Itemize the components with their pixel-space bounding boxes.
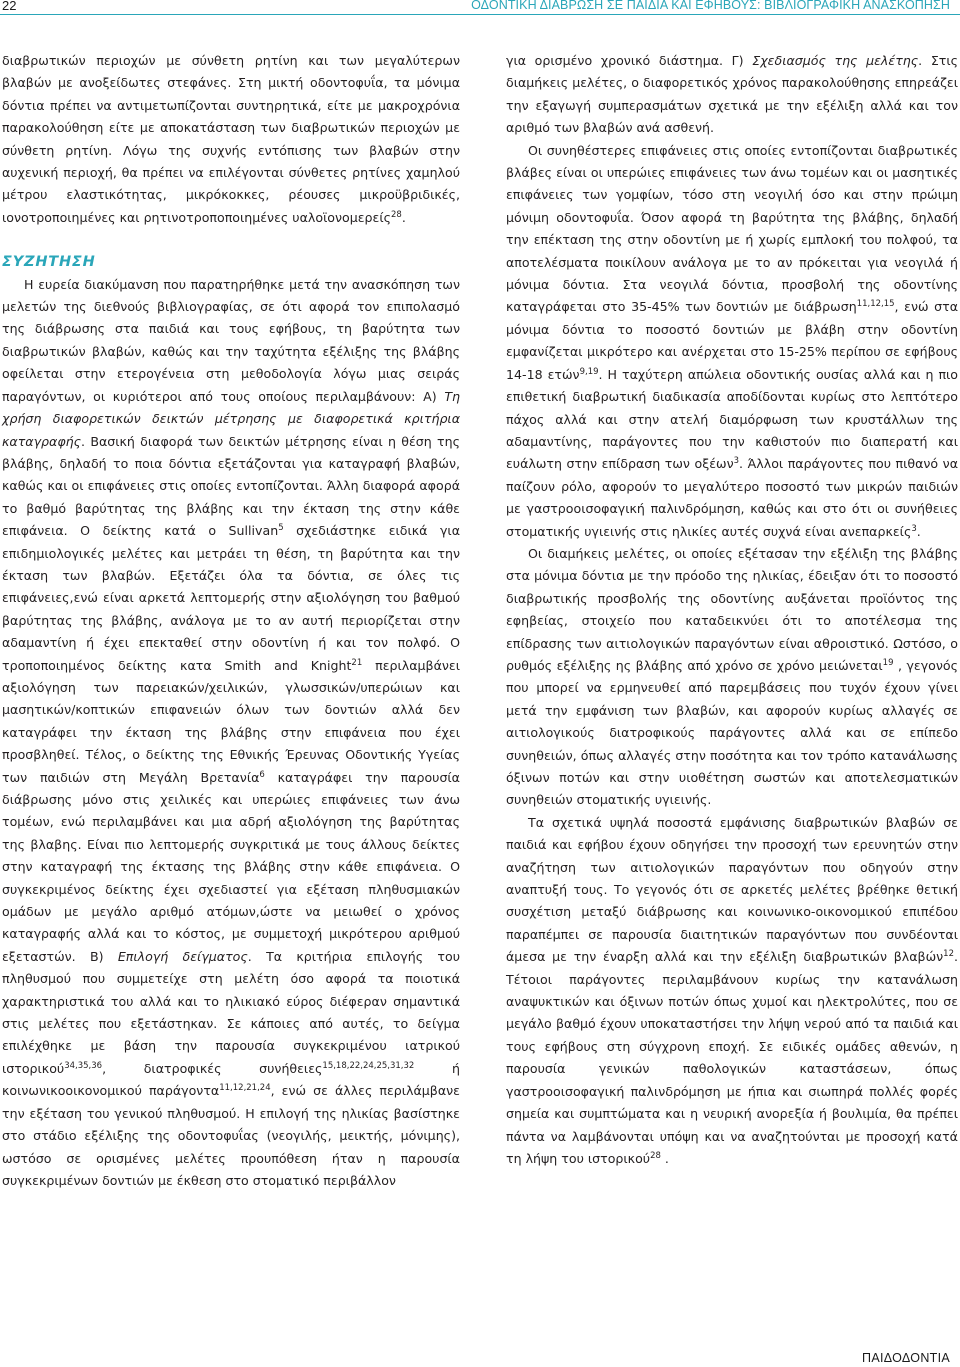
text: διαβρωτικών περιοχών με σύνθετη ρητίνη και των μεγαλύτερων βλαβών με ανοξείδωτες στεφάνες. Στη μικτή οδοντοφυΐα, τα μόνιμα δόντια πρέπει να αντιμετωπίζονται συντηρητικά, είτε με μακροχρόνια παρακολούθηση είτε με αποκατάσταση των διαβρωτικών περιοχών με σύνθετη ρητίνη. Λόγω της συχνής εντόπισης των βλαβών στην αυχενική περιοχή, θα πρέπει να επιλέγονται σύνθετες ρητίνες χαμηλού μέτρου ελαστικότητας, μικρόκοκκες, ρέουσες μικροϋβριδικές, ιονοτροποιημένες και ρητινοτροποποιημένες υαλοϊονομερείς <box>2 53 460 225</box>
paragraph <box>506 812 958 1171</box>
citation: 3 <box>733 456 740 467</box>
text: . Βασική διαφορά των δεικτών μέτρησης είναι η θέση της βλάβης, δηλαδή το ποια δόντια εξετάζονται για καταγραφή βλαβών, καθώς και οι επιφάνειες στις οποίες εντοπίζονται. Άλλη διαφορά αφορά το βαθμό βαρύτητας της βλάβης και την έκταση της στην κάθε επιφάνεια. Ο δείκτης κατά ο Sullivan <box>2 433 460 539</box>
text: σχεδιάστηκε ειδικά για επιδημιολογικές μελέτες και μετράει τη θέση, τη βαρύτητα και την έκταση των βλαβών. Εξετάζει όλα τα δόντια, σε όλες τις επιφάνειες,ενώ είναι αρκετά λεπτομερής στην αξιολόγηση του βαθμού βαρύτητας της βλάβης, ανάλογα με το αν αυτή περιορίζεται στην αδαμαντίνη ή έχει επεκταθεί στην οδοντίνη ή και τον πολφό. Ο τροποποιημένος δείκτης κατα Smith and Knight <box>2 523 460 673</box>
text: , ενώ σε άλλες περιλάμβανε την εξέταση του γενικού πληθυσμού. Η επιλογή της ηλικίας βασίστηκε στο στάδιο εξέλιξης της οδοντοφυΐας (νεογιλής, μεικτής, μόνιμης), ωστόσο σε ορισμένες μελέτες προυπόθεση ήταν η παρουσία συγκεκριμένων δοντιών με έκθεση στο στοματικό περιβάλλον <box>2 1083 460 1188</box>
running-title: ΟΔΟΝΤΙΚΗ ΔΙΑΒΡΩΣΗ ΣΕ ΠΑΙΔΙΑ ΚΑΙ ΕΦΗΒΟΥΣ: ΒΙΒΛΙΟΓΡΑΦΙΚΗ ΑΝΑΣΚΟΠΗΣΗ <box>471 0 950 12</box>
citation: 21 <box>351 657 363 668</box>
citation: 34,35,36 <box>64 1060 103 1071</box>
text: . Τα κριτήρια επιλογής του πληθυσμού που συμμετείχε στη μελέτη όσο αφορά τα ποιοτικά χαρακτηριστικά του αλλά και το ηλικιακό εύρος διέφεραν σημαντικά στις μελέτες που εξετάστηκαν. Σε κάποιες από αυτές, το δείγμα επιλέχθηκε με βάση την παρουσία συγκεκριμένου ιατρικού ιστορικού <box>2 948 460 1076</box>
text: . <box>401 209 406 225</box>
citation: 6 <box>259 769 265 780</box>
citation: 3 <box>911 523 917 534</box>
citation: 28 <box>391 209 402 220</box>
paragraph <box>2 50 460 229</box>
left-column <box>2 50 460 1192</box>
italic-text: Σχεδιασμός της μελέτης <box>752 53 919 68</box>
text: , γεγονός που μπορεί να ερμηνευθεί από παρεμβάσεις που τυχόν έχουν γίνει μετά την εμφάνιση των βλαβών, και αφορούν κυρίως αλλαγές σε αιτιολογικούς διατροφικούς παράγοντες αλλά και σε επίπεδο συνηθειών, όπως αλλαγές στην ποσότητα και τον τρόπο κατανάλωσης όξινων ποτών και στην υιοθέτηση σωστών και αποτελεσματικών συνηθειών στοματικής υγιεινής. <box>506 657 958 808</box>
text: Τα σχετικά υψηλά ποσοστά εμφάνισης διαβρωτικών βλαβών σε παιδιά και εφήβου έχουν οδηγήσει την προσοχή των ερευνητών στην αναζήτηση των αιτιολογικών παραγόντων που οδηγούν στην αναπτυξή τους. Το γεγονός ότι σε αρκετές μελέτες βρέθηκε θετική συσχέτιση μεταξύ διάβρωσης και κοινωνικο-οικονομικού επιπέδου παραπέμπει σε παρουσία διαιτητικών παραγόντων που συνδέονται άμεσα με την έναρξη αλλά και την εξέλιξη διαβρωτικών βλαβών <box>506 814 958 965</box>
citation: 19 <box>882 657 894 668</box>
text: , διατροφικές συνήθειες <box>102 1060 323 1076</box>
section-heading: ΣΥΖΗΤΗΣΗ <box>2 254 96 271</box>
citation: 28 <box>650 1150 661 1161</box>
text: Η ευρεία διακύμανση που παρατηρήθηκε μετά την ανασκόπηση των μελετών της διεθνούς βιβλιογραφίας, σε ότι αφορά τον επιπολασμό της διάβρωσης στα παιδιά και τους εφήβους, τη βαρύτητα των διαβρωτικών βλαβών, καθώς και την ταχύτητα εξέλιξης της βλάβης οφείλεται στην ετερογένεια στη μεθοδολογία λόγω μιας σειράς παραγόντων, οι κυριότεροι από τους οποίους περιλαμβάνουν: Α) <box>2 276 460 404</box>
text: Οι συνηθέστερες επιφάνειες στις οποίες εντοπίζονται διαβρωτικές βλάβες είναι οι υπερώιες επιφάνειες των άνω τομέων και οι μασητικές επιφάνειες των γομφίων, τόσο στη νεογιλή όσο και στην πρώιμη μόνιμη οδοντοφυΐα. Όσον αφορά τη βαρύτητα της βλάβης, δηλαδή την επέκταση της στην οδοντίνη με ή χωρίς εμπλοκή του πολφού, τα αποτελέσματα ποικίλουν ανάλογα με το αν πρόκειται για νεογιλά ή μόνιμα δόντια. Στα νεογιλά δόντια, προσβολή της οδοντίνης καταγράφεται στο 35-45% των δοντιών με διάβρωση <box>506 142 958 315</box>
paragraph <box>506 50 958 140</box>
text: . Στις διαμήκεις μελέτες, ο διαφορετικός χρόνος παρακολούθησης επηρεάζει την εξαγωγή συμπερασμάτων σχετικά με την εξέλιξη αλλά και τον αριθμό των βλαβών ανά ασθενή. <box>506 53 959 136</box>
italic-text: Τη χρήση διαφορετικών δεικτών μέτρησης με διαφορετικά κριτήρια καταγραφής <box>2 388 460 449</box>
paragraph <box>2 274 460 1193</box>
right-column <box>506 50 958 1170</box>
text: Οι διαμήκεις μελέτες, οι οποίες εξέτασαν την εξέλιξη της βλάβης στα μόνιμα δόντια με την πρόοδο της ηλικίας, έδειξαν ότι το ποσοστό διαβρωτικής προσβολής της οδοντίνης αυξάνεται προϊόντος της εφηβείας, στοιχείο που καταδεικνύει ότι το αποτέλεσμα της επίδρασης των αιτιολογικών παραγόντων είναι αθροιστικό. Ωστόσο, ο ρυθμός εξέλιξης ης βλάβης από χρόνο σε χρόνο μειώνεται <box>506 545 958 673</box>
citation: 11,12,21,24 <box>219 1083 271 1094</box>
page-header <box>0 0 960 16</box>
paragraph <box>506 543 958 812</box>
citation: 15,18,22,24,25,31,32 <box>322 1060 415 1071</box>
page-number: 22 <box>2 0 17 13</box>
text: . <box>916 523 921 539</box>
paragraph <box>506 140 958 543</box>
text: . <box>660 1150 669 1166</box>
text: , ενώ στα μόνιμα δόντια το ποσοστό δοντιών με βλάβη στην οδοντίνη εμφανίζεται μικρότερο και ανέρχεται στο 15-25% περίπου σε εφήβους 14-18 ετών <box>506 299 958 382</box>
text: ή κοινωνικοοικονομικού παράγοντα <box>2 1060 460 1099</box>
journal-footer: ΠΑΙΔΟΔΟΝΤΙΑ <box>862 1351 950 1365</box>
citation: 11,12,15 <box>856 299 895 310</box>
text: . Άλλοι παράγοντες που πιθανό να παίζουν ρόλο, αφορούν το μεγαλύτερο ποσοστό των μικρών παιδιών με γαστροοισοφαγική παλινδρόμηση, καθώς και στο ότι οι συνήθειες στοματικής υγιεινής στις ηλικίες αυτές συχνά είναι ανεπαρκείς <box>506 456 958 539</box>
text: για ορισμένο χρονικό διάστημα. Γ) <box>506 53 753 68</box>
italic-text: Επιλογή δείγματος <box>117 948 248 964</box>
header-rule <box>0 14 960 15</box>
text: περιλαμβάνει αξιολόγηση των παρειακών/χειλικών, γλωσσικών/υπερώιων και μασητικών/κοπτικών επιφανειών όλων των δοντιών αλλά δεν καταγράφει την έκταση της βλάβης στην επιφάνεια που έχει προσβληθεί. Τέλος, ο δείκτης της Εθνικής Έρευνας Οδοντικής Υγείας των παιδιών στη Μεγάλη Βρετανία <box>2 657 461 785</box>
text: . Η ταχύτερη απώλεια οδοντικής ουσίας αλλά και η πιο επιθετική διαβρωτική διαδικασία αποδίδονται κυρίως στο λεπτότερο πάχος αλλά και στην ατελή διαμόρφωση των κρυστάλλων της αδαμαντίνης, παράγοντες που την καθιστούν πιο διαπερατή και ευάλωτη στην επίδραση των οξέων <box>506 366 958 472</box>
text: καταγράφει την παρουσία διάβρωσης μόνο στις χειλικές και υπερώιες επιφάνειες των άνω τομέων, ενώ περιλαμβάνει και μια αδρή αξιολόγηση της βαρύτητας της βλαβης. Είναι πιο λεπτομερής συγκριτικά με τους άλλους δείκτες στην καταγραφή της έκτασης της βλάβης στην κάθε επιφάνεια. Ο συγκεκριμένος δείκτης έχει σχεδιαστεί για εξέταση πληθυσμιακών ομάδων με μεγάλο αριθμό ατόμων,ώστε να μειωθεί ο χρόνος καταγραφής αλλά και το κόστος, με συμμετοχή μικρότερου αριθμού εξεταστών. Β) <box>2 769 460 964</box>
citation: 9,19 <box>579 366 599 377</box>
text: . Τέτοιοι παράγοντες περιλαμβάνουν κυρίως την κατανάλωση αναψυκτικών και όξινων ποτών όπως χυμοί και ηλεκτρολύτες, που σε μεγάλο βαθμό έχουν υποκαταστήσει την λήψη νερού από τα παιδιά και τους εφήβους στη σύγχρονη εποχή. Σε ειδικές ομάδες αθενών, η παρουσία γενικών παθολογικών καταστάσεων, όπως γαστροοισοφαγική παλινδρόμηση με ήπια και σιωπηρά πολλές φορές σημεία και συμπτώματα και η νευρική ανορεξία ή βουλιμία, θα πρέπει πάντα να λαμβάνονται υπόψη και να αναζητούνται με προσοχή κατά τη λήψη του ιστορικού <box>506 949 958 1166</box>
citation: 12 <box>943 949 954 960</box>
citation: 5 <box>278 522 284 533</box>
